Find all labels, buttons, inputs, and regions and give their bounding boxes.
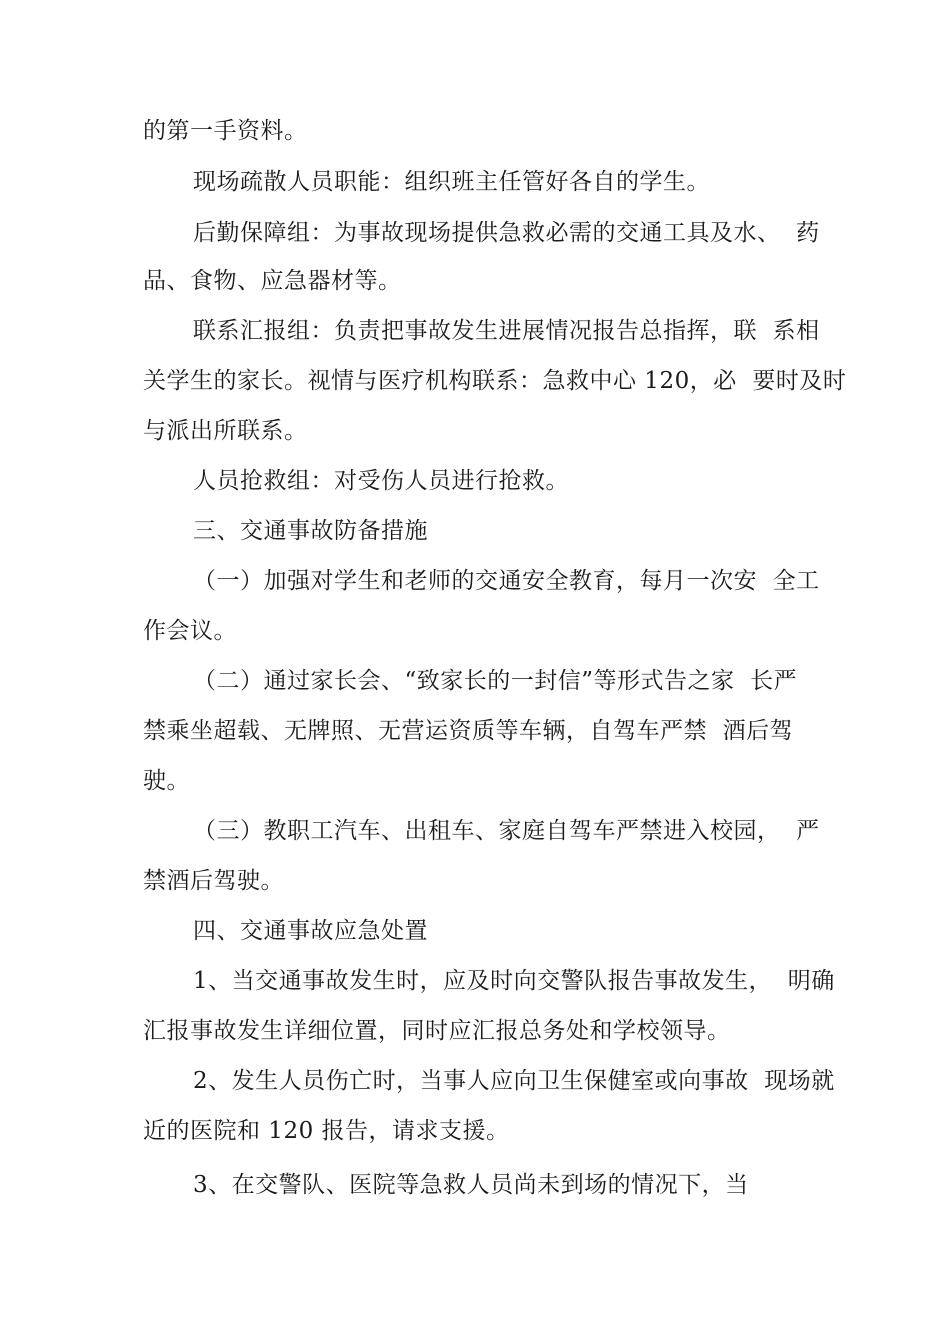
text-line: 的第一手资料。: [143, 118, 308, 144]
text-line: 3、在交警队、医院等急救人员尚未到场的情况下，当: [193, 1172, 749, 1198]
text-line: 品、食物、应急器材等。: [143, 268, 402, 294]
text-line: （一）加强对学生和老师的交通安全教育，每月一次安 全工: [193, 568, 820, 594]
text-line: 汇报事故发生详细位置，同时应汇报总务处和学校领导。: [143, 1018, 731, 1044]
text-line: 2、发生人员伤亡时，当事人应向卫生保健室或向事故 现场就: [193, 1068, 835, 1094]
text-line: 作会议。: [143, 618, 237, 644]
text-line: 联系汇报组：负责把事故发生进展情况报告总指挥，联 系相: [193, 318, 820, 344]
text-line: （三）教职工汽车、出租车、家庭自驾车严禁进入校园， 严: [193, 818, 820, 844]
text-line: 近的医院和 120 报告，请求支援。: [143, 1118, 510, 1144]
text-line: 与派出所联系。: [143, 418, 308, 444]
text-line: 后勤保障组：为事故现场提供急救必需的交通工具及水、 药: [193, 220, 820, 246]
text-line: 禁酒后驾驶。: [143, 868, 284, 894]
text-line: 1、当交通事故发生时，应及时向交警队报告事故发生， 明确: [193, 968, 835, 994]
text-line: 驶。: [143, 768, 190, 794]
text-line: 人员抢救组：对受伤人员进行抢救。: [193, 468, 569, 494]
text-line: 禁乘坐超载、无牌照、无营运资质等车辆，自驾车严禁 酒后驾: [143, 718, 794, 744]
text-line: 关学生的家长。视情与医疗机构联系：急救中心 120，必 要时及时: [143, 368, 847, 394]
section-heading: 四、交通事故应急处置: [193, 918, 428, 944]
section-heading: 三、交通事故防备措施: [193, 518, 428, 544]
text-line: （二）通过家长会、“致家长的一封信”等形式告之家 长严: [193, 668, 798, 694]
text-line: 现场疏散人员职能：组织班主任管好各自的学生。: [193, 169, 710, 195]
